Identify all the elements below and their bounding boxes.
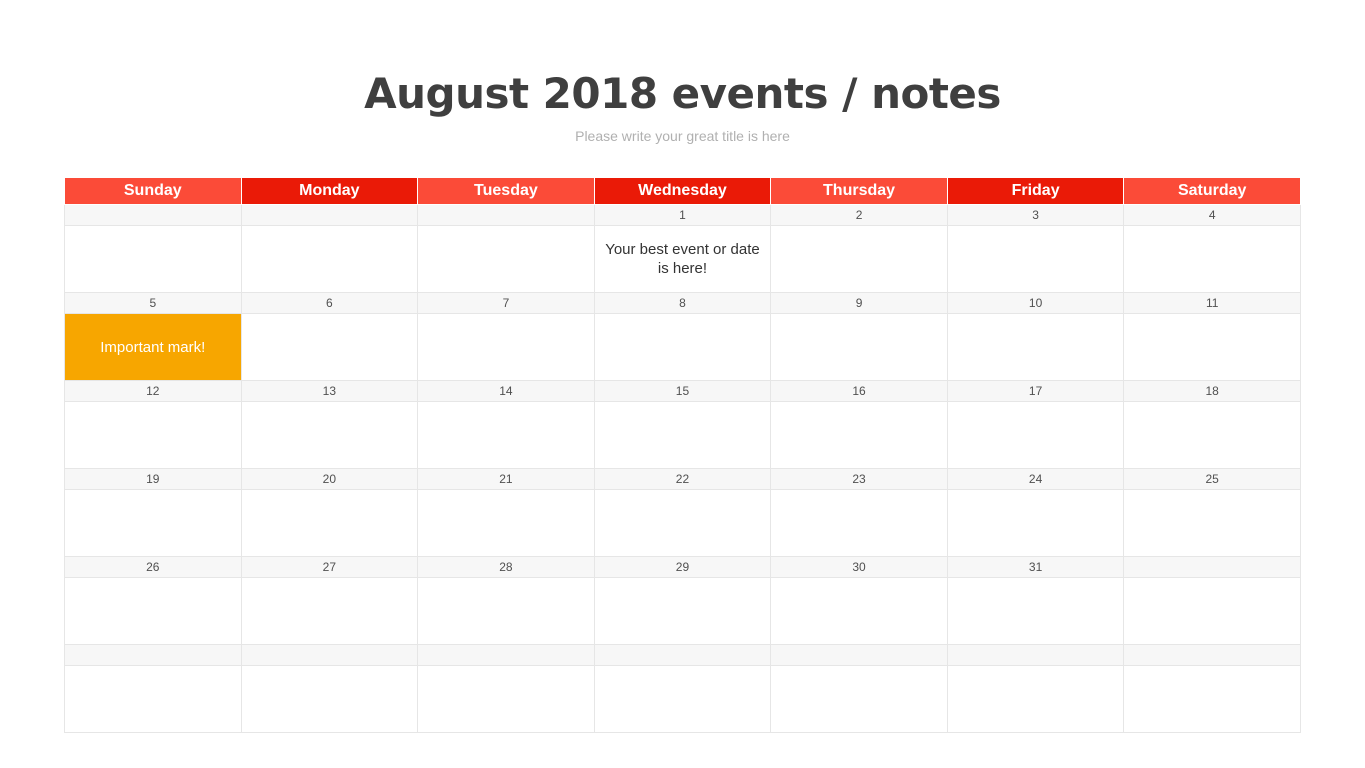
day-cell[interactable] (241, 490, 418, 557)
day-cell[interactable] (947, 578, 1124, 645)
week-2-date-row (65, 293, 1301, 314)
date-number: 17 (947, 381, 1124, 402)
day-cell[interactable] (418, 314, 595, 381)
day-cell[interactable] (1124, 666, 1301, 733)
date-number: 29 (594, 557, 771, 578)
day-cell[interactable] (418, 490, 595, 557)
date-number: 18 (1124, 381, 1301, 402)
day-cell[interactable] (594, 666, 771, 733)
day-cell[interactable] (594, 314, 771, 381)
day-cell[interactable] (947, 490, 1124, 557)
date-number: 1 (594, 205, 771, 226)
weekday-header-thursday: Thursday (771, 178, 948, 205)
day-cell[interactable] (418, 402, 595, 469)
week-1-event-row (65, 226, 1301, 293)
date-number: 28 (418, 557, 595, 578)
day-cell[interactable] (594, 402, 771, 469)
day-cell[interactable] (65, 578, 242, 645)
week-4-date-row (65, 469, 1301, 490)
day-cell[interactable] (594, 578, 771, 645)
date-number (418, 205, 595, 226)
date-number: 12 (65, 381, 242, 402)
date-number: 16 (771, 381, 948, 402)
date-number: 7 (418, 293, 595, 314)
date-number: 9 (771, 293, 948, 314)
date-number: 26 (65, 557, 242, 578)
weekday-header-saturday: Saturday (1124, 178, 1301, 205)
day-cell[interactable] (947, 402, 1124, 469)
date-number (65, 205, 242, 226)
day-cell[interactable] (241, 226, 418, 293)
day-cell[interactable] (1124, 402, 1301, 469)
day-cell[interactable] (418, 666, 595, 733)
day-cell[interactable] (241, 314, 418, 381)
day-cell[interactable] (594, 490, 771, 557)
day-cell[interactable] (947, 314, 1124, 381)
date-number: 15 (594, 381, 771, 402)
date-number: 24 (947, 469, 1124, 490)
date-number: 3 (947, 205, 1124, 226)
event-note: Your best event or date is here! (605, 241, 760, 277)
date-number: 30 (771, 557, 948, 578)
day-cell[interactable] (771, 226, 948, 293)
date-number (241, 645, 418, 666)
week-2-event-row (65, 314, 1301, 381)
weekday-header-sunday: Sunday (65, 178, 242, 205)
day-cell[interactable] (1124, 314, 1301, 381)
date-number: 11 (1124, 293, 1301, 314)
date-number: 5 (65, 293, 242, 314)
calendar-grid (64, 177, 1301, 733)
week-6-date-row (65, 645, 1301, 666)
date-number: 21 (418, 469, 595, 490)
week-1-date-row (65, 205, 1301, 226)
day-cell[interactable] (241, 578, 418, 645)
day-cell[interactable] (418, 578, 595, 645)
day-cell[interactable] (65, 402, 242, 469)
important-mark-cell[interactable]: Important mark! (65, 314, 242, 381)
date-number: 22 (594, 469, 771, 490)
date-number: 13 (241, 381, 418, 402)
weekday-header-wednesday: Wednesday (594, 178, 771, 205)
day-cell[interactable] (65, 666, 242, 733)
week-3-date-row (65, 381, 1301, 402)
date-number (947, 645, 1124, 666)
date-number (771, 645, 948, 666)
week-6-event-row (65, 666, 1301, 733)
day-cell[interactable] (1124, 578, 1301, 645)
weekday-header-monday: Monday (241, 178, 418, 205)
day-cell[interactable] (771, 314, 948, 381)
date-number: 20 (241, 469, 418, 490)
date-number: 2 (771, 205, 948, 226)
date-number: 6 (241, 293, 418, 314)
date-number: 23 (771, 469, 948, 490)
day-cell[interactable] (418, 226, 595, 293)
date-number (1124, 557, 1301, 578)
page-title: August 2018 events / notes (364, 69, 1001, 118)
day-cell[interactable] (947, 226, 1124, 293)
page-subtitle: Please write your great title is here (575, 128, 790, 144)
day-cell-event[interactable] (594, 226, 771, 293)
date-number: 19 (65, 469, 242, 490)
weekday-header-row (65, 178, 1301, 205)
date-number: 4 (1124, 205, 1301, 226)
day-cell[interactable] (65, 226, 242, 293)
day-cell[interactable] (771, 402, 948, 469)
date-number (418, 645, 595, 666)
day-cell[interactable] (241, 402, 418, 469)
weekday-header-friday: Friday (947, 178, 1124, 205)
week-5-date-row (65, 557, 1301, 578)
day-cell[interactable] (1124, 226, 1301, 293)
date-number: 14 (418, 381, 595, 402)
week-3-event-row (65, 402, 1301, 469)
date-number: 27 (241, 557, 418, 578)
day-cell[interactable] (1124, 490, 1301, 557)
date-number (1124, 645, 1301, 666)
day-cell[interactable] (241, 666, 418, 733)
date-number: 31 (947, 557, 1124, 578)
date-number (65, 645, 242, 666)
day-cell[interactable] (947, 666, 1124, 733)
weekday-header-tuesday: Tuesday (418, 178, 595, 205)
date-number (594, 645, 771, 666)
date-number: 8 (594, 293, 771, 314)
day-cell[interactable] (771, 666, 948, 733)
day-cell[interactable] (65, 490, 242, 557)
week-5-event-row (65, 578, 1301, 645)
day-cell[interactable] (771, 578, 948, 645)
date-number: 25 (1124, 469, 1301, 490)
date-number: 10 (947, 293, 1124, 314)
day-cell[interactable] (771, 490, 948, 557)
date-number (241, 205, 418, 226)
week-4-event-row (65, 490, 1301, 557)
